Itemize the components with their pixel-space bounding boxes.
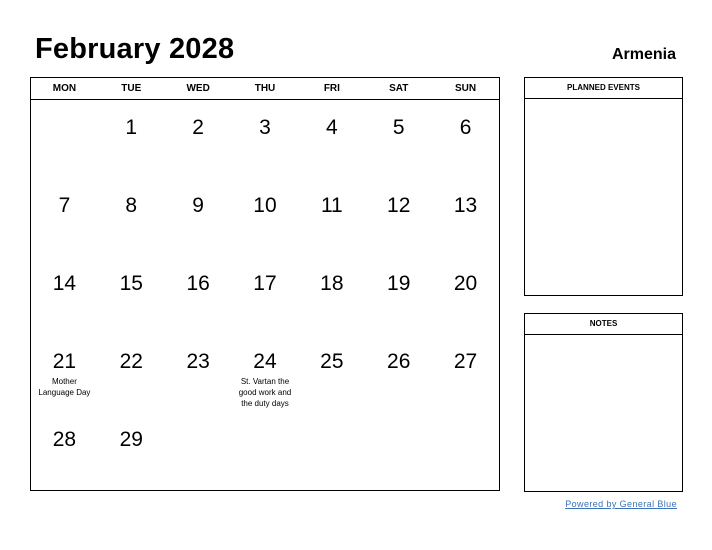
day-number: 28 xyxy=(52,428,77,451)
country-label: Armenia xyxy=(611,46,676,63)
day-number: 11 xyxy=(320,194,343,217)
day-cell xyxy=(98,334,165,412)
day-number: 8 xyxy=(125,194,138,217)
day-cell xyxy=(432,100,499,178)
notes-panel xyxy=(524,313,683,492)
day-number: 26 xyxy=(387,350,411,373)
day-number: 5 xyxy=(392,116,405,139)
day-cell xyxy=(365,100,432,178)
weekday-wed: WED xyxy=(186,83,210,94)
day-cell xyxy=(165,178,232,256)
day-number: 21 xyxy=(52,350,77,373)
day-number: 18 xyxy=(320,272,344,295)
day-cell xyxy=(98,412,165,490)
day-cell xyxy=(365,334,432,412)
day-cell xyxy=(432,412,499,490)
day-cell xyxy=(298,178,365,256)
day-number: 16 xyxy=(186,272,210,295)
day-cell xyxy=(232,100,299,178)
day-cell xyxy=(165,256,232,334)
weekday-fri: FRI xyxy=(323,83,340,94)
day-number: 1 xyxy=(125,116,138,139)
day-cell xyxy=(298,100,365,178)
day-number: 7 xyxy=(58,194,71,217)
day-cell xyxy=(432,178,499,256)
day-number: 6 xyxy=(459,116,472,139)
day-cell xyxy=(31,334,98,412)
holiday-label: Mother Language Day xyxy=(38,377,91,397)
calendar-grid xyxy=(30,77,500,491)
weekday-sat: SAT xyxy=(389,83,409,94)
day-number: 13 xyxy=(453,194,478,217)
day-number: 2 xyxy=(192,116,204,139)
day-number: 3 xyxy=(259,116,271,139)
day-cell xyxy=(298,256,365,334)
weekday-tue: TUE xyxy=(121,83,142,94)
planned-events-title: PLANNED EVENTS xyxy=(525,78,682,99)
day-cell xyxy=(31,256,98,334)
day-number: 20 xyxy=(453,272,478,295)
day-cell xyxy=(432,256,499,334)
day-cell xyxy=(365,412,432,490)
day-cell xyxy=(31,412,98,490)
page-title: February 2028 xyxy=(35,33,235,65)
day-cell xyxy=(232,256,299,334)
day-number: 22 xyxy=(119,350,143,373)
weekday-thu: THU xyxy=(254,83,276,94)
weekday-header-row xyxy=(31,78,499,100)
day-number: 29 xyxy=(119,428,143,451)
day-number: 9 xyxy=(192,194,204,217)
day-cell xyxy=(232,412,299,490)
day-number: 17 xyxy=(253,272,277,295)
day-number: 14 xyxy=(52,272,77,295)
day-number: 24 xyxy=(253,350,277,373)
day-cell xyxy=(98,256,165,334)
planned-events-panel xyxy=(524,77,683,296)
day-number: 15 xyxy=(119,272,143,295)
day-number: 4 xyxy=(326,116,338,139)
day-cell xyxy=(232,334,299,412)
day-number: 12 xyxy=(387,194,411,217)
day-cell xyxy=(165,334,232,412)
day-cell xyxy=(232,178,299,256)
day-number: 25 xyxy=(320,350,344,373)
day-cell xyxy=(432,334,499,412)
day-cell xyxy=(165,100,232,178)
day-cell xyxy=(365,178,432,256)
day-number: 23 xyxy=(186,350,210,373)
notes-title: NOTES xyxy=(525,314,682,335)
day-cell xyxy=(165,412,232,490)
day-number: 27 xyxy=(453,350,478,373)
day-cell xyxy=(31,178,98,256)
day-cell xyxy=(365,256,432,334)
holiday-label: St. Vartan the good work and the duty days xyxy=(238,377,292,408)
day-cell xyxy=(98,100,165,178)
weekday-sun: SUN xyxy=(455,83,477,94)
weekday-mon: MON xyxy=(52,83,77,94)
day-cell xyxy=(31,100,98,178)
day-cell xyxy=(298,412,365,490)
day-number: 10 xyxy=(253,194,277,217)
powered-by-link[interactable]: Powered by General Blue xyxy=(565,499,677,509)
day-cell xyxy=(298,334,365,412)
day-cell xyxy=(98,178,165,256)
day-number: 19 xyxy=(387,272,411,295)
